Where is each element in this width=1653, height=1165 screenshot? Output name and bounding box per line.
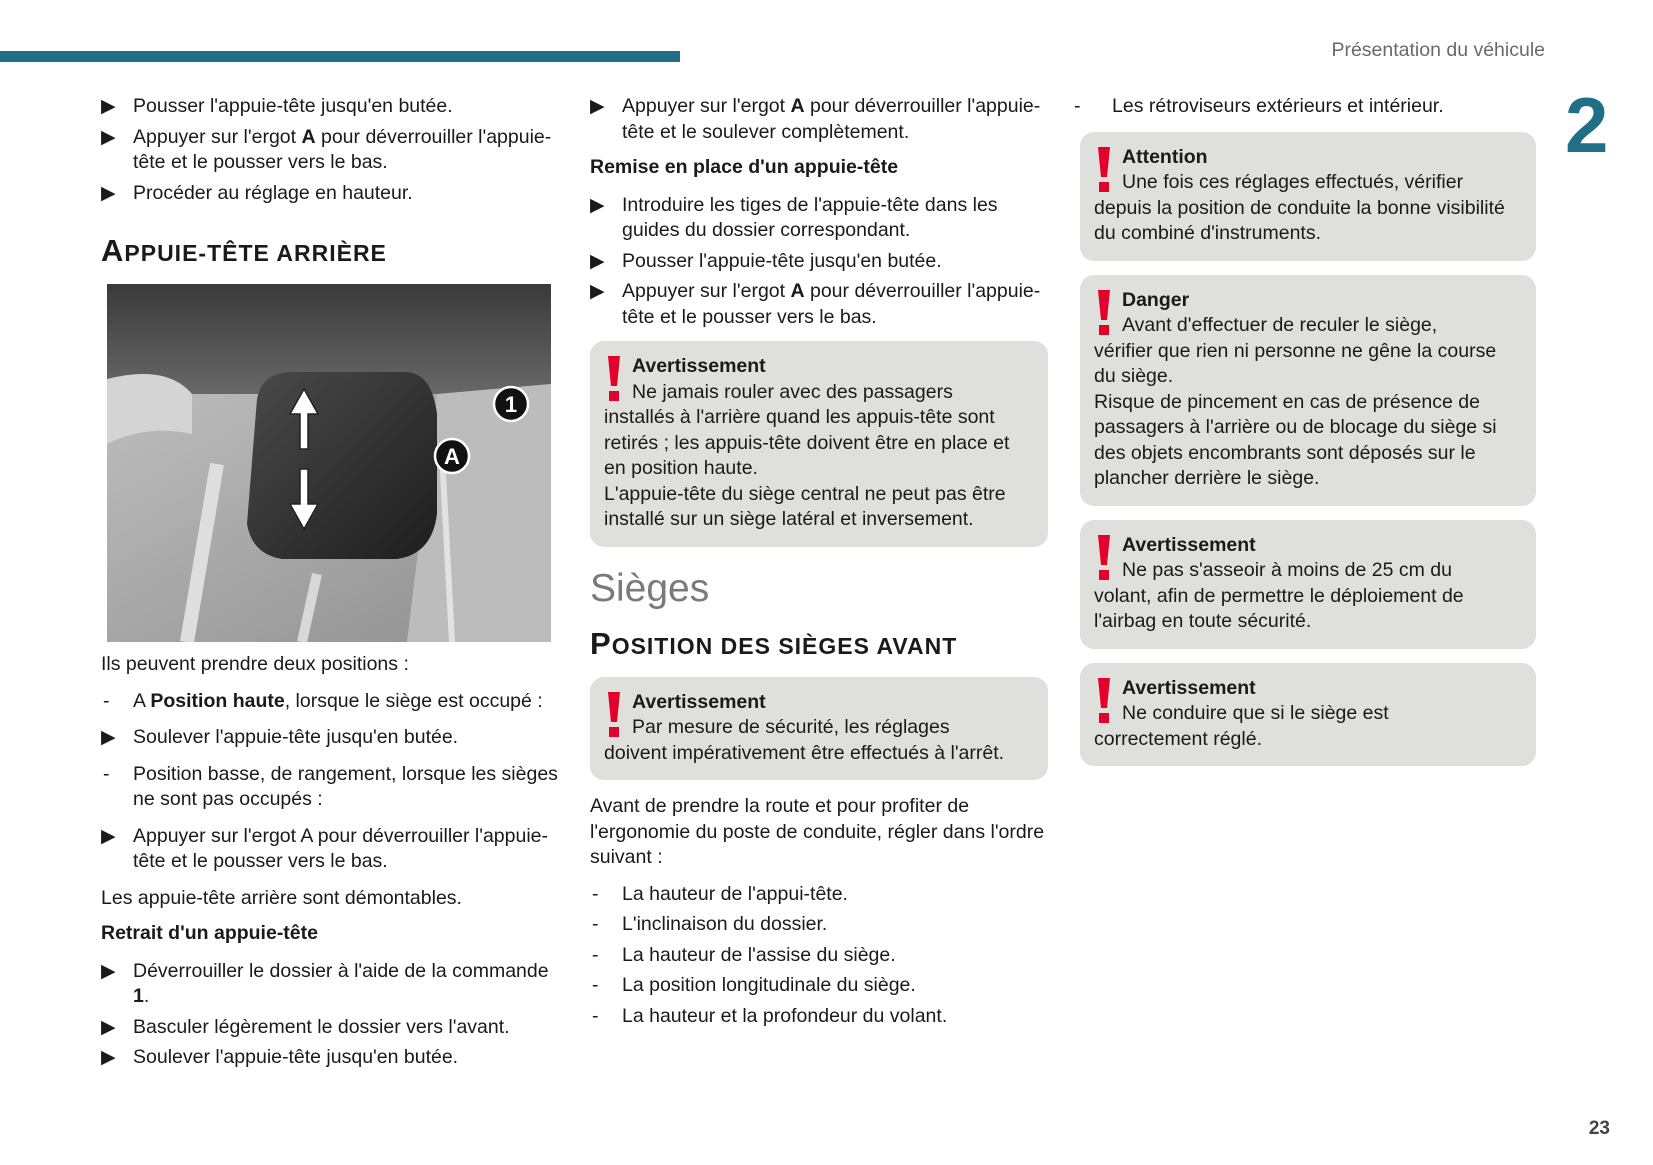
triangle-bullet-icon: ▶ bbox=[101, 727, 116, 748]
seats-heading: Sièges bbox=[590, 566, 710, 610]
warning-box: Avertissement Par mesure de sécurité, les réglages doivent impérativement être effectués à l'arrêt. bbox=[590, 677, 1048, 781]
exclamation-icon bbox=[1096, 535, 1112, 581]
danger-box: Danger Avant d'effectuer de reculer le siège, vérifier que rien ni personne ne gêne la course du siège. Risque de pincement en cas de présence de passagers à l'arrière ou de blocage du siège si des objets encombrants sont déposés sur le plancher derrière le siège. bbox=[1080, 275, 1536, 506]
list-item: ▶ Déverrouiller le dossier à l'aide de la commande 1. bbox=[101, 959, 549, 1007]
list-item: ▶ Basculer légèrement le dossier vers l'avant. bbox=[101, 1015, 561, 1041]
exclamation-icon bbox=[1096, 147, 1112, 193]
list-item: ▶ Appuyer sur l'ergot A pour déverrouiller l'appuie-tête et le pousser vers le bas. bbox=[101, 824, 549, 872]
list-item: - Position basse, de rangement, lorsque les sièges ne sont pas occupés : bbox=[103, 762, 558, 810]
list-item: ▶ Pousser l'appuie-tête jusqu'en butée. bbox=[101, 94, 561, 120]
list-item: ▶ Pousser l'appuie-tête jusqu'en butée. bbox=[590, 249, 1048, 275]
triangle-bullet-icon: ▶ bbox=[101, 1047, 116, 1068]
list-item: ▶ Appuyer sur l'ergot A pour déverrouiller l'appuie-tête et le soulever complètement. bbox=[590, 95, 1041, 143]
section-heading-front-seats: POSITION DES SIÈGES AVANT bbox=[590, 625, 958, 661]
list-item: ▶ Appuyer sur l'ergot A pour déverrouiller l'appuie-tête et le pousser vers le bas. bbox=[101, 125, 552, 173]
triangle-bullet-icon: ▶ bbox=[590, 96, 605, 117]
positions-intro: Ils peuvent prendre deux positions : bbox=[101, 653, 409, 675]
order-intro: Avant de prendre la route et pour profiter de l'ergonomie du poste de conduite, régler dans l'ordre suivant : bbox=[590, 795, 1045, 868]
warning-box: Avertissement Ne jamais rouler avec des passagers installés à l'arrière quand les appuis-tête sont retirés ; les appuis-tête doivent être en place et en position haute. L'appuie-tête du siège central ne peut pas être installé sur un siège latéral et inversement. bbox=[590, 341, 1048, 547]
page-number: 23 bbox=[1588, 1118, 1610, 1139]
triangle-bullet-icon: ▶ bbox=[590, 194, 605, 216]
triangle-bullet-icon: ▶ bbox=[101, 182, 116, 204]
refit-heading: Remise en place d'un appuie-tête bbox=[590, 156, 899, 178]
triangle-bullet-icon: ▶ bbox=[101, 960, 116, 982]
triangle-bullet-icon: ▶ bbox=[101, 96, 116, 117]
list-item: - La hauteur de l'appui-tête. bbox=[592, 882, 848, 905]
triangle-bullet-icon: ▶ bbox=[590, 250, 605, 272]
removal-heading: Retrait d'un appuie-tête bbox=[101, 922, 318, 944]
triangle-bullet-icon: ▶ bbox=[590, 281, 605, 302]
list-item: - La hauteur de l'assise du siège. bbox=[592, 943, 896, 966]
triangle-bullet-icon: ▶ bbox=[101, 825, 116, 847]
list-item: - L'inclinaison du dossier. bbox=[592, 913, 828, 935]
callout-a: A bbox=[444, 444, 460, 469]
list-item: ▶ Appuyer sur l'ergot A pour déverrouiller l'appuie-tête et le pousser vers le bas. bbox=[590, 280, 1041, 328]
column-1 bbox=[101, 94, 561, 1076]
list-item: - La position longitudinale du siège. bbox=[592, 974, 916, 996]
exclamation-icon bbox=[606, 692, 622, 738]
header-accent-bar bbox=[0, 51, 680, 62]
removable-note: Les appuie-tête arrière sont démontables. bbox=[101, 886, 462, 909]
list-item: ▶ Soulever l'appuie-tête jusqu'en butée. bbox=[101, 1045, 561, 1071]
exclamation-icon bbox=[606, 356, 622, 402]
triangle-bullet-icon: ▶ bbox=[101, 126, 116, 148]
list-item: - Les rétroviseurs extérieurs et intérieur. bbox=[1074, 95, 1444, 117]
column-2 bbox=[590, 94, 1048, 1034]
list-item: - A Position haute, lorsque le siège est occupé : bbox=[103, 689, 543, 712]
chapter-number: 2 bbox=[1565, 81, 1609, 169]
column-3 bbox=[1074, 94, 1535, 780]
header-section-title: Présentation du véhicule bbox=[1331, 39, 1545, 61]
list-item: ▶ Introduire les tiges de l'appuie-tête dans les guides du dossier correspondant. bbox=[590, 193, 998, 241]
exclamation-icon bbox=[1096, 290, 1112, 336]
list-item: ▶ Procéder au réglage en hauteur. bbox=[101, 181, 561, 207]
headrest-illustration bbox=[107, 284, 551, 642]
headrest-drawing bbox=[107, 284, 551, 642]
exclamation-icon bbox=[1096, 678, 1112, 724]
attention-box: Attention Une fois ces réglages effectués, vérifier depuis la position de conduite la bonne visibilité du combiné d'instruments. bbox=[1080, 132, 1536, 261]
warning-box: Avertissement Ne conduire que si le siège est correctement réglé. bbox=[1080, 663, 1536, 767]
warning-box: Avertissement Ne pas s'asseoir à moins de 25 cm du volant, afin de permettre le déploiement de l'airbag en toute sécurité. bbox=[1080, 520, 1536, 649]
callout-1: 1 bbox=[504, 392, 518, 417]
triangle-bullet-icon: ▶ bbox=[101, 1016, 116, 1038]
list-item: ▶ Soulever l'appuie-tête jusqu'en butée. bbox=[101, 725, 561, 751]
section-heading-rear-headrest: APPUIE-TÊTE ARRIÈRE bbox=[101, 233, 387, 268]
list-item: - La hauteur et la profondeur du volant. bbox=[592, 1004, 948, 1027]
